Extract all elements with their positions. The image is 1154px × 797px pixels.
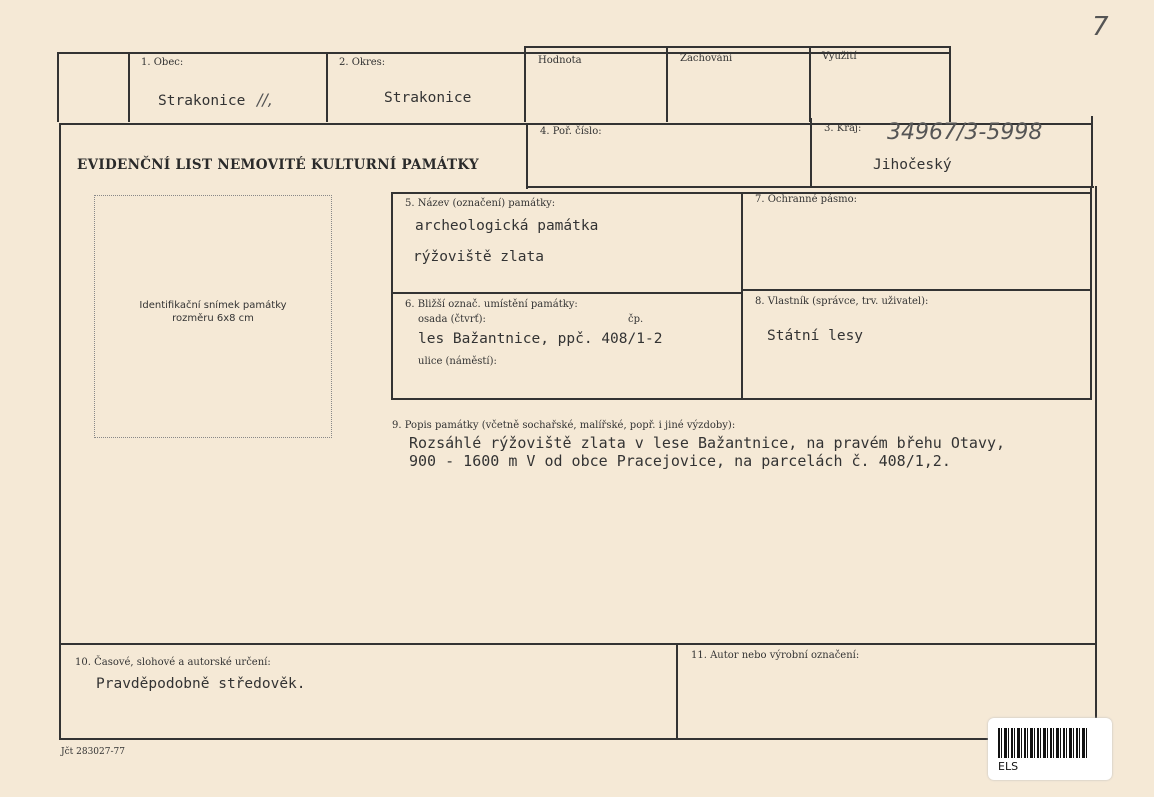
osada-label: osada (čtvrť): — [418, 314, 486, 325]
kraj-handwritten-number: 34967/3-5998 — [887, 120, 1043, 145]
ochranne-label: 7. Ochranné pásmo: — [755, 194, 858, 205]
kraj-left-line — [810, 118, 812, 188]
section5-left-line — [391, 192, 393, 399]
umisteni-label: 6. Bližší označ. umístění památky: — [405, 299, 578, 310]
section10-top-line — [59, 643, 1097, 645]
header-left-line — [57, 52, 59, 122]
vlastnik-value: Státní lesy — [767, 328, 864, 344]
photo-caption-line2: rozměru 6x8 cm — [172, 313, 254, 324]
header-divider — [128, 52, 130, 122]
section8-top-line — [741, 289, 1092, 291]
header-divider — [524, 46, 526, 122]
kraj-right-line — [1091, 116, 1093, 186]
section10-bottom-line — [59, 738, 1097, 740]
cp-label: čp. — [628, 314, 644, 325]
header-top-line-right — [524, 46, 951, 48]
por-cislo-label: 4. Poř. číslo: — [540, 126, 602, 137]
main-left-line — [59, 123, 61, 739]
zachovani-label: Zachování — [680, 53, 733, 64]
sticker-label: ELS — [998, 760, 1019, 773]
kraj-value: Jihočeský — [873, 157, 952, 173]
popis-line1: Rozsáhlé rýžoviště zlata v lese Bažantnice, na pravém břehu Otavy, — [409, 434, 1006, 452]
casove-value: Pravděpodobně středověk. — [96, 676, 306, 692]
obec-value: Strakonice — [158, 93, 246, 109]
nazev-line2: rýžoviště zlata — [413, 249, 544, 265]
footer-code: Jčt 283027-77 — [61, 747, 125, 757]
header-divider — [326, 52, 328, 122]
header-divider — [949, 46, 951, 122]
popis-label: 9. Popis památky (včetně sochařské, malířské, popř. i jiné výzdoby): — [392, 420, 736, 431]
ulice-label: ulice (náměstí): — [418, 356, 497, 367]
section-mid-line — [741, 192, 743, 399]
section11-left-line — [676, 643, 678, 739]
header-divider — [809, 46, 811, 122]
corner-mark: 7 — [1092, 12, 1109, 42]
obec-label: 1. Obec: — [141, 57, 184, 68]
barcode-sticker — [988, 718, 1112, 780]
nazev-label: 5. Název (označení) památky: — [405, 198, 556, 209]
kraj-label: 3. Kraj: — [824, 123, 862, 134]
okres-label: 2. Okres: — [339, 57, 386, 68]
title-right-line — [526, 123, 528, 189]
form-title: EVIDENČNÍ LIST NEMOVITÉ KULTURNÍ PAMÁTKY — [77, 157, 479, 173]
section6-bottom-line — [391, 398, 1092, 400]
vlastnik-label: 8. Vlastník (správce, trv. uživatel): — [755, 296, 929, 307]
photo-caption-line1: Identifikační snímek památky — [139, 300, 287, 311]
header-divider — [666, 46, 668, 122]
casove-label: 10. Časové, slohové a autorské určení: — [75, 657, 271, 668]
popis-line2: 900 - 1600 m V od obce Pracejovice, na parcelách č. 408/1,2. — [409, 452, 951, 470]
barcode — [998, 728, 1088, 758]
main-right-line — [1095, 186, 1097, 737]
autor-label: 11. Autor nebo výrobní označení: — [691, 650, 860, 661]
vyuziti-label: Využití — [822, 51, 857, 62]
header-top-line — [57, 52, 950, 54]
nazev-line1: archeologická památka — [415, 218, 599, 234]
section6-top-line — [391, 292, 742, 294]
umisteni-value: les Bažantnice, ppč. 408/1-2 — [418, 331, 663, 347]
obec-mark: //, — [257, 90, 273, 109]
section7-right-line — [1090, 186, 1092, 398]
photo-placeholder — [94, 195, 332, 438]
kraj-bottom-line — [526, 186, 1094, 188]
hodnota-label: Hodnota — [538, 55, 582, 66]
okres-value: Strakonice — [384, 90, 472, 106]
